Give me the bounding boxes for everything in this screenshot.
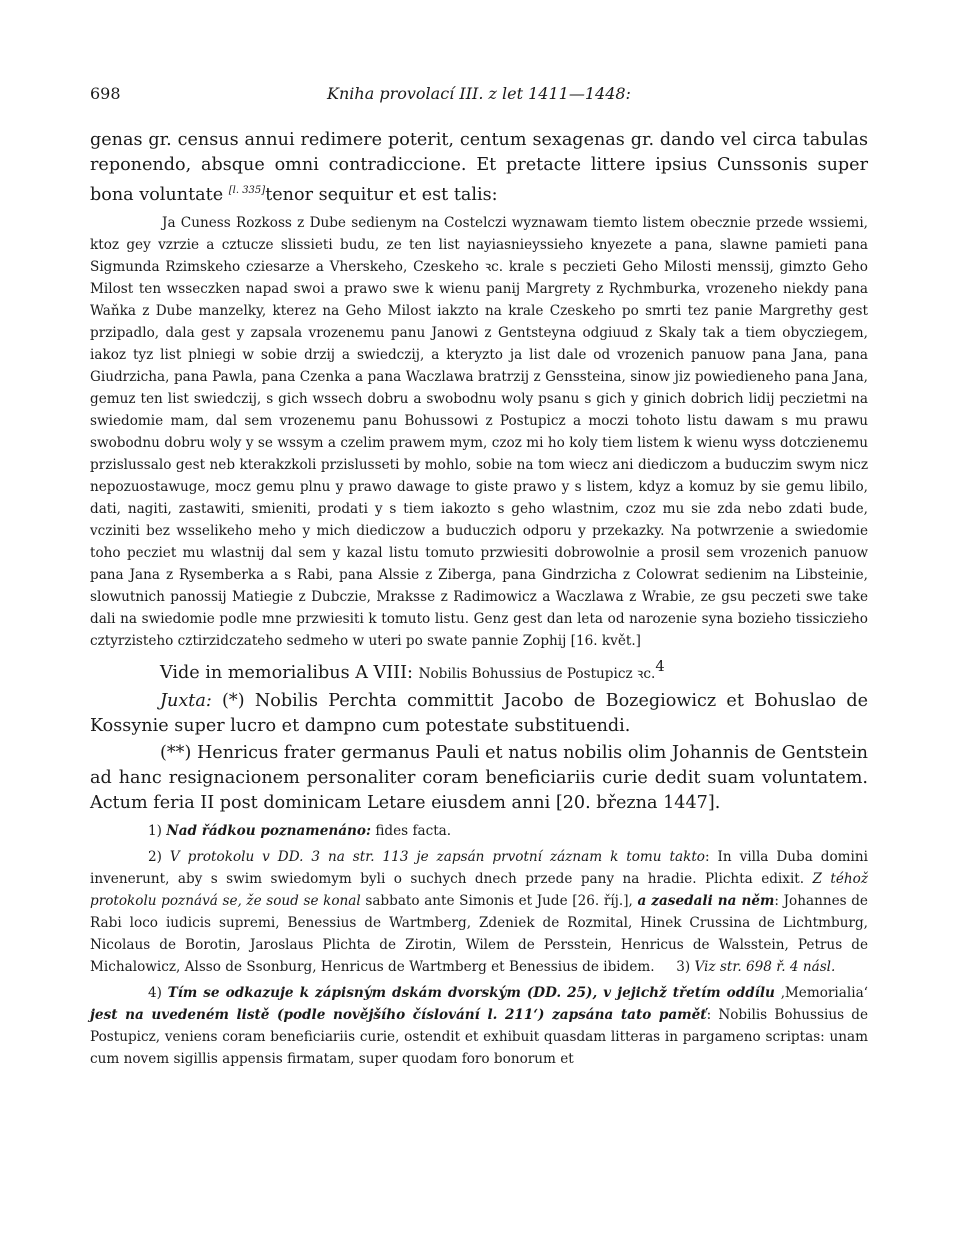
henricus-date: [20. března 1447]. [555, 792, 721, 813]
juxta-label: Juxta: [160, 690, 212, 711]
footnote-4-italic-2: jest na uvedeném listě (podle novějšího číslování l. 211‘) zapsána tato paměť [90, 1006, 707, 1023]
henricus-text: (**) Henricus frater germanus Pauli et natus nobilis olim Johannis de Gentstein ad hanc resignacionem personaliter coram beneficiariis curie dedit suam voluntatem. Actum feria II post dominicam Letare eiusdem anni [90, 742, 868, 813]
vide-line [90, 654, 868, 687]
henricus-paragraph [90, 741, 868, 816]
page-number: 698 [90, 84, 121, 103]
running-title: Kniha provolací III. z let 1411—1448: [327, 84, 631, 103]
footnote-2-italic-2: Z téhož protokolu poznává se, že soud se konal [90, 870, 868, 909]
footnote-1-number: 1) [148, 822, 162, 839]
footnote-3-italic: Viz str. 698 ř. 4 násl. [694, 958, 836, 975]
footnote-1-text: fides facta. [371, 822, 452, 839]
footnote-3-number: 3) [676, 958, 691, 975]
footnote-4-text: ‚Memorialia‘ [774, 984, 868, 1001]
footnote-2-text: : In villa Duba domini invenerunt, aby s swim swiedomym byli o suchych dnech przede pany na hradie. Plichta edixit. [90, 848, 868, 887]
folio-reference: [l. 335] [228, 185, 266, 196]
footnote-4-italic: Tím se odkazuje k zápisným dskám dvorským (DD. 25), v jejichž třetím oddílu [167, 984, 775, 1001]
page-body [90, 128, 868, 1070]
footnote-2-italic: V protokolu v DD. 3 na str. 113 je zapsán prvotní záznam k tomu takto [169, 848, 705, 865]
footnote-1-italic: Nad řádkou poznamenáno: [166, 822, 372, 839]
vide-text: Vide in memorialibus A VIII: [160, 662, 419, 683]
vide-note-marker: 4 [655, 657, 665, 675]
charter-date: [16. květ.] [570, 632, 641, 649]
vide-small-text: Nobilis Bohussius de Postupicz ꝛc. [418, 665, 656, 682]
intro-paragraph [90, 128, 868, 208]
footnote-2-text-3: : Johannes de Rabi loco iudicis supremi, Benessius de Wartmberg, Zdeniek de Rozmital, Hinek Crussina de Lichtmburg, Nicolaus de Borotin, Jaroslaus Plichta de Zirotin, Wilem de Persstein, Henricus de Walsstein, Petrus de Michalowicz, Alsso de Ssonburg, Henricus de Wartmberg et Benessius de ibidem. [90, 892, 868, 975]
intro-text: genas gr. census annui redimere poterit, centum sexagenas gr. dando vel circa tabulas reponendo, absque omni contradiccione. Et pretacte littere ipsius Cunssonis super bona voluntate [90, 130, 868, 205]
footnote-2 [90, 846, 868, 978]
footnote-4-text-2: : Nobilis Bohussius de Postupicz, veniens coram beneficiariis curie, ostendit et exhibuit quasdam litteras in pargameno scriptas: unam cum novem sigillis appensis firmatam, super quodam foro bonorum et [90, 1006, 868, 1067]
footnote-2-italic-3: a zasedali na něm [637, 892, 775, 909]
juxta-paragraph [90, 689, 868, 739]
footnote-2-text-2: sabbato ante Simonis et Jude [26. říj.], [360, 892, 638, 909]
intro-text-end: tenor sequitur et est talis: [265, 184, 498, 205]
charter-text: Ja Cuness Rozkoss z Dube sedienym na Costelczi wyznawam tiemto listem obecznie przede wssiemi, ktoz gey vzrzie a cztucze slissieti budu, ze ten list nayiasnieyssieho knyezete a pana, slawne pamieti pana Sigmunda Rzimskeho cziesarze a Vherskeho, Czeskeho ꝛc. krale s peczieti Geho Milosti menssij, gimzto Geho Milost ten wsseczken napad swoi a prawo swe k wienu panij Margrety z Rychmburka, vrozeneho niekdy pana Waňka z Dube manzelky, kterez na Geho Milost iakzto na krale Czeskeho po smrti tez panie Margrethy gest przipadlo, dala gest y zapsala vrozenemu panu Janowi z Gentsteyna odgiuud z Skaly tak a tiem obycziegem, iakoz tyz list plniegi w sobie drzij a swiedczij, a kteryzto ja list dale od vrozenich panuow pana Jana, pana Giudrzicha, pana Pawla, pana Czenka a pana Waczlawa bratrzij z Genssteina, sinow jiz powiedieneho pana Jana, gemuz ten list swiedczij, s gich wssech dobru a swobodnu woly psanu s gich y ginich dobrich lidij peczietmi na swiedomie mam, dal sem vrozenemu panu Bohussowi z Postupicz a moczi tohoto listu dawam s mu prawu swobodnu dobru woly y se wssym a czelim prawem mym, czoz mi ho koly tiem listem k wienu wyss dotczienemu przislussalo gest neb kterakzkoli przislusseti by mohlo, sobie na tom wiecz ani diediczom a buduczim swym nicz nepozuostawuge, mocz gemu plnu y prawo dawage to giste prawo y s listem, kdyz a komuz by sie gemu libilo, dati, nagiti, zastawiti, smieniti, prodati y s tiem iakozto s geho wlastnim, czoz mu sie zda nebo zdati bude, vcziniti bez wsselikeho meho y mich diediczow a buduczich odporu y przekazky. Na potwrzenie a swiedomie toho pecziet mu wlastnij dal sem y kazal listu tomuto przwiesiti dobrowolnie a prosil sem vrozenich panuow pana Jana z Rysemberka a s Rabi, pana Alssie z Ziberga, pana Gindrzicha z Colowrat sedienim na Libsteinie, slowutnich panossij Matiegie z Dubczie, Mraksse z Radimowicz a Waczlawa z Wrabie, ze gsu peczeti swe take dali na swiedomie podle mne przwiesiti k tomuto listu. Genz gest dan leta od narozenie syna bozieho tissiczieho cztyrzisteho cztirzidczateho sedmeho w uteri po swate pannie Zophij [90, 214, 868, 649]
footnote-4-number: 4) [148, 984, 162, 1001]
footnote-4 [90, 982, 868, 1070]
footnote-2-number: 2) [148, 848, 162, 865]
charter-quote [90, 212, 868, 652]
page-header [90, 84, 868, 108]
juxta-text: (*) Nobilis Perchta committit Jacobo de Bozegiowicz et Bohuslao de Kossynie super lucro et dampno cum potestate substituendi. [90, 690, 868, 736]
footnote-1 [90, 820, 868, 842]
